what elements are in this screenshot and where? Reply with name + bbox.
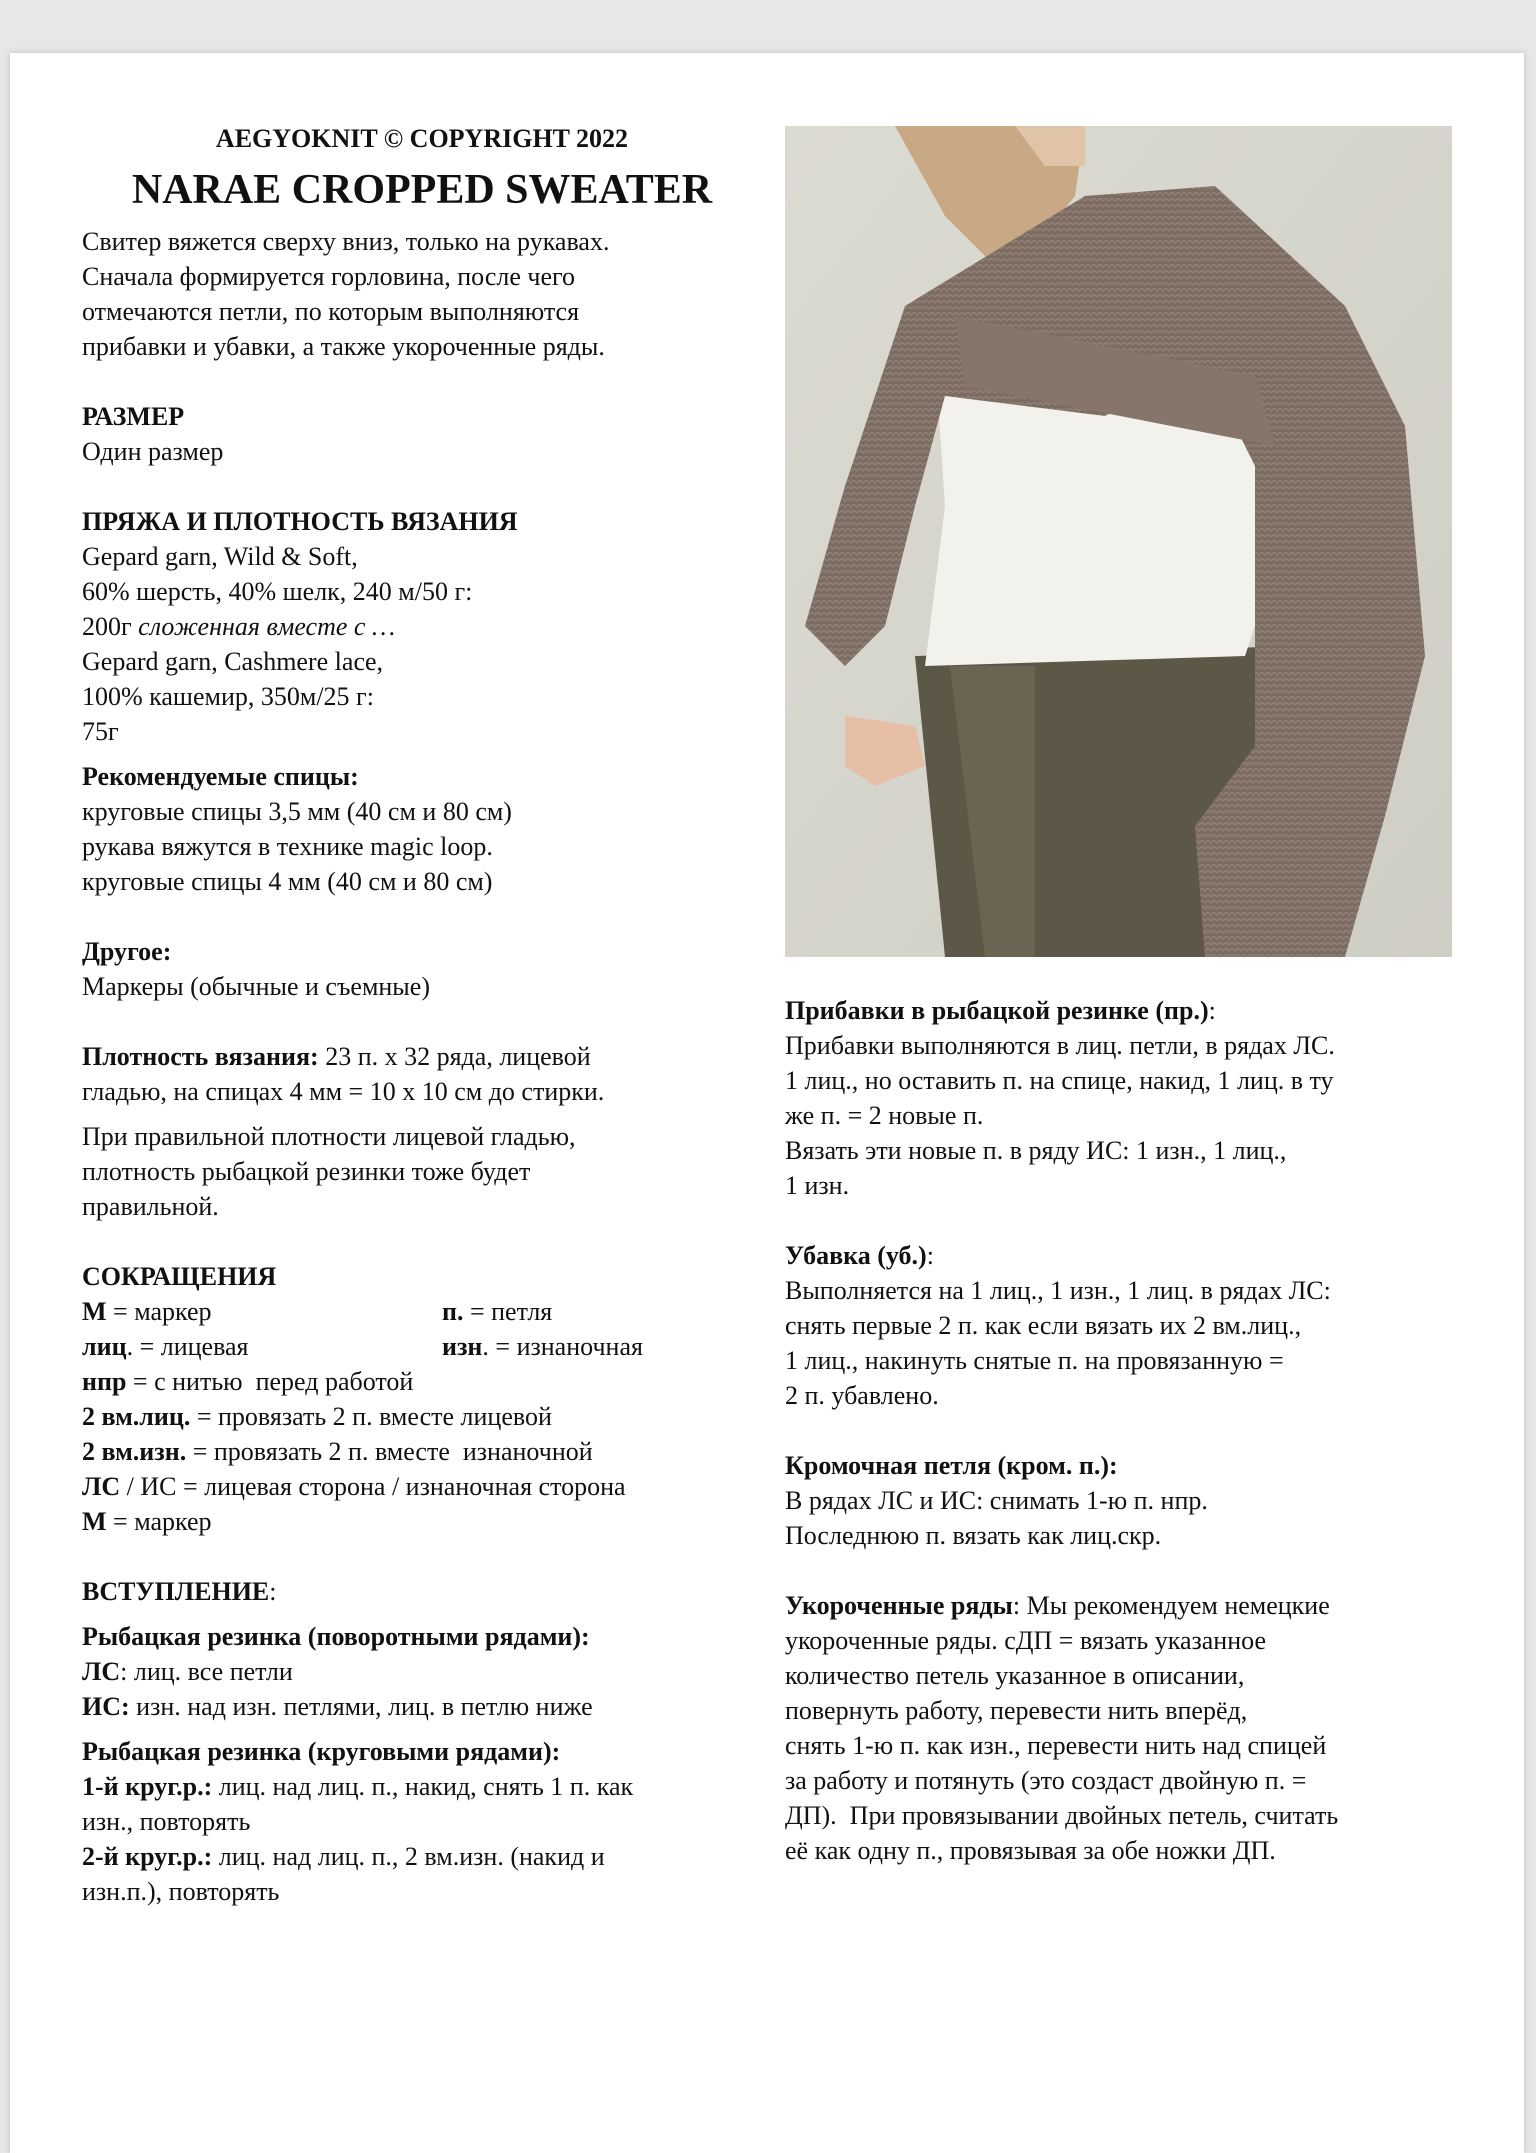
edge-stitch-heading: Кромочная петля (кром. п.): <box>785 1451 1118 1480</box>
intro-line: прибавки и убавки, а также укороченные ряды. <box>82 332 605 361</box>
short-rows-line: за работу и потянуть (это создаст двойную п. = <box>785 1766 1307 1795</box>
other-heading: Другое: <box>82 937 172 966</box>
flat-rib-ws: ИС: изн. над изн. петлями, лиц. в петлю ниже <box>82 1692 593 1721</box>
increase-line: 1 лиц., но оставить п. на спице, накид, 1 лиц. в ту <box>785 1066 1334 1095</box>
document-page <box>10 53 1524 2153</box>
abbreviation-item: нпр = с нитью перед работой <box>82 1367 414 1396</box>
intro-line: отмечаются петли, по которым выполняются <box>82 297 580 326</box>
decrease-line: 1 лиц., накинуть снятые п. на провязанную = <box>785 1346 1284 1375</box>
round-rib-row2: 2-й круг.р.: лиц. над лиц. п., 2 вм.изн. (накид и <box>82 1842 605 1871</box>
flat-rib-heading: Рыбацкая резинка (поворотными рядами): <box>82 1622 590 1651</box>
abbreviation-item: 2 вм.изн. = провязать 2 п. вместе изнаночной <box>82 1437 593 1466</box>
gauge-line: Плотность вязания: 23 п. х 32 ряда, лицевой <box>82 1042 591 1071</box>
pattern-title: NARAE CROPPED SWEATER <box>131 167 713 213</box>
size-value: Один размер <box>82 437 224 466</box>
short-rows-line: повернуть работу, перевести нить вперёд, <box>785 1696 1248 1725</box>
yarn-line: 100% кашемир, 350м/25 г: <box>82 682 374 711</box>
decrease-line: 2 п. убавлено. <box>785 1381 939 1410</box>
increase-line: Прибавки выполняются в лиц. петли, в рядах ЛС. <box>785 1031 1335 1060</box>
short-rows-line: Укороченные ряды: Мы рекомендуем немецкие <box>785 1591 1330 1620</box>
abbreviation-row: лиц. = лицевая изн. = изнаночная <box>82 1332 643 1361</box>
copyright-line: AEGYOKNIT © COPYRIGHT 2022 <box>215 124 629 153</box>
abbreviation-item: М = маркер <box>82 1507 212 1536</box>
yarn-line: Gepard garn, Cashmere lace, <box>82 647 384 676</box>
gauge-note: При правильной плотности лицевой гладью, <box>82 1122 576 1151</box>
needles-line: круговые спицы 3,5 мм (40 см и 80 см) <box>82 797 512 826</box>
intro-line: Свитер вяжется сверху вниз, только на рукавах. <box>82 227 610 256</box>
intro-section-heading: ВСТУПЛЕНИЕ: <box>82 1577 277 1606</box>
increase-line: 1 изн. <box>785 1171 850 1200</box>
increase-line: Вязать эти новые п. в ряду ИС: 1 изн., 1 лиц., <box>785 1136 1287 1165</box>
edge-stitch-line: Последнюю п. вязать как лиц.скр. <box>785 1521 1162 1550</box>
intro-paragraph <box>82 224 762 364</box>
gauge-note: правильной. <box>82 1192 219 1221</box>
short-rows-line: количество петель указанное в описании, <box>785 1661 1245 1690</box>
size-heading: РАЗМЕР <box>82 402 185 431</box>
round-rib-row2-cont: изн.п.), повторять <box>82 1877 280 1906</box>
short-rows-line: укороченные ряды. сДП = вязать указанное <box>785 1626 1266 1655</box>
gauge-line: гладью, на спицах 4 мм = 10 х 10 см до стирки. <box>82 1077 605 1106</box>
gauge-label: Плотность вязания: <box>82 1042 319 1071</box>
increase-line: же п. = 2 новые п. <box>785 1101 984 1130</box>
increase-heading: Прибавки в рыбацкой резинке (пр.): <box>785 996 1216 1025</box>
abbreviation-item: 2 вм.лиц. = провязать 2 п. вместе лицевой <box>82 1402 552 1431</box>
sweater-photo-illustration <box>785 126 1452 957</box>
decrease-line: снять первые 2 п. как если вязать их 2 вм.лиц., <box>785 1311 1302 1340</box>
abbreviation-item: ЛС / ИС = лицевая сторона / изнаночная сторона <box>82 1472 626 1501</box>
intro-line: Сначала формируется горловина, после чего <box>82 262 576 291</box>
other-value: Маркеры (обычные и съемные) <box>82 972 430 1001</box>
edge-stitch-line: В рядах ЛС и ИС: снимать 1-ю п. нпр. <box>785 1486 1208 1515</box>
decrease-line: Выполняется на 1 лиц., 1 изн., 1 лиц. в рядах ЛС: <box>785 1276 1331 1305</box>
needles-line: круговые спицы 4 мм (40 см и 80 см) <box>82 867 493 896</box>
yarn-line: 200г сложенная вместе с … <box>82 612 396 641</box>
short-rows-line: её как одну п., провязывая за обе ножки ДП. <box>785 1836 1276 1865</box>
flat-rib-rs: ЛС: лиц. все петли <box>82 1657 293 1686</box>
yarn-line: Gepard garn, Wild & Soft, <box>82 542 358 571</box>
yarn-line: 75г <box>82 717 119 746</box>
round-rib-heading: Рыбацкая резинка (круговыми рядами): <box>82 1737 561 1766</box>
gauge-note: плотность рыбацкой резинки тоже будет <box>82 1157 531 1186</box>
round-rib-row1-cont: изн., повторять <box>82 1807 251 1836</box>
needles-line: рукава вяжутся в технике magic loop. <box>82 832 493 861</box>
left-column <box>82 121 762 1909</box>
needles-heading: Рекомендуемые спицы: <box>82 762 359 791</box>
abbreviations-heading: СОКРАЩЕНИЯ <box>82 1262 277 1291</box>
short-rows-line: ДП). При провязывании двойных петель, считать <box>785 1801 1339 1830</box>
decrease-heading: Убавка (уб.): <box>785 1241 934 1270</box>
sweater-photo <box>785 126 1452 957</box>
yarn-line: 60% шерсть, 40% шелк, 240 м/50 г: <box>82 577 473 606</box>
short-rows-line: снять 1-ю п. как изн., перевести нить над спицей <box>785 1731 1327 1760</box>
yarn-heading: ПРЯЖА И ПЛОТНОСТЬ ВЯЗАНИЯ <box>82 507 518 536</box>
short-rows-heading: Укороченные ряды <box>785 1591 1013 1620</box>
right-column <box>785 993 1465 1868</box>
round-rib-row1: 1-й круг.р.: лиц. над лиц. п., накид, снять 1 п. как <box>82 1772 634 1801</box>
abbreviation-row: М = маркер п. = петля <box>82 1297 553 1326</box>
